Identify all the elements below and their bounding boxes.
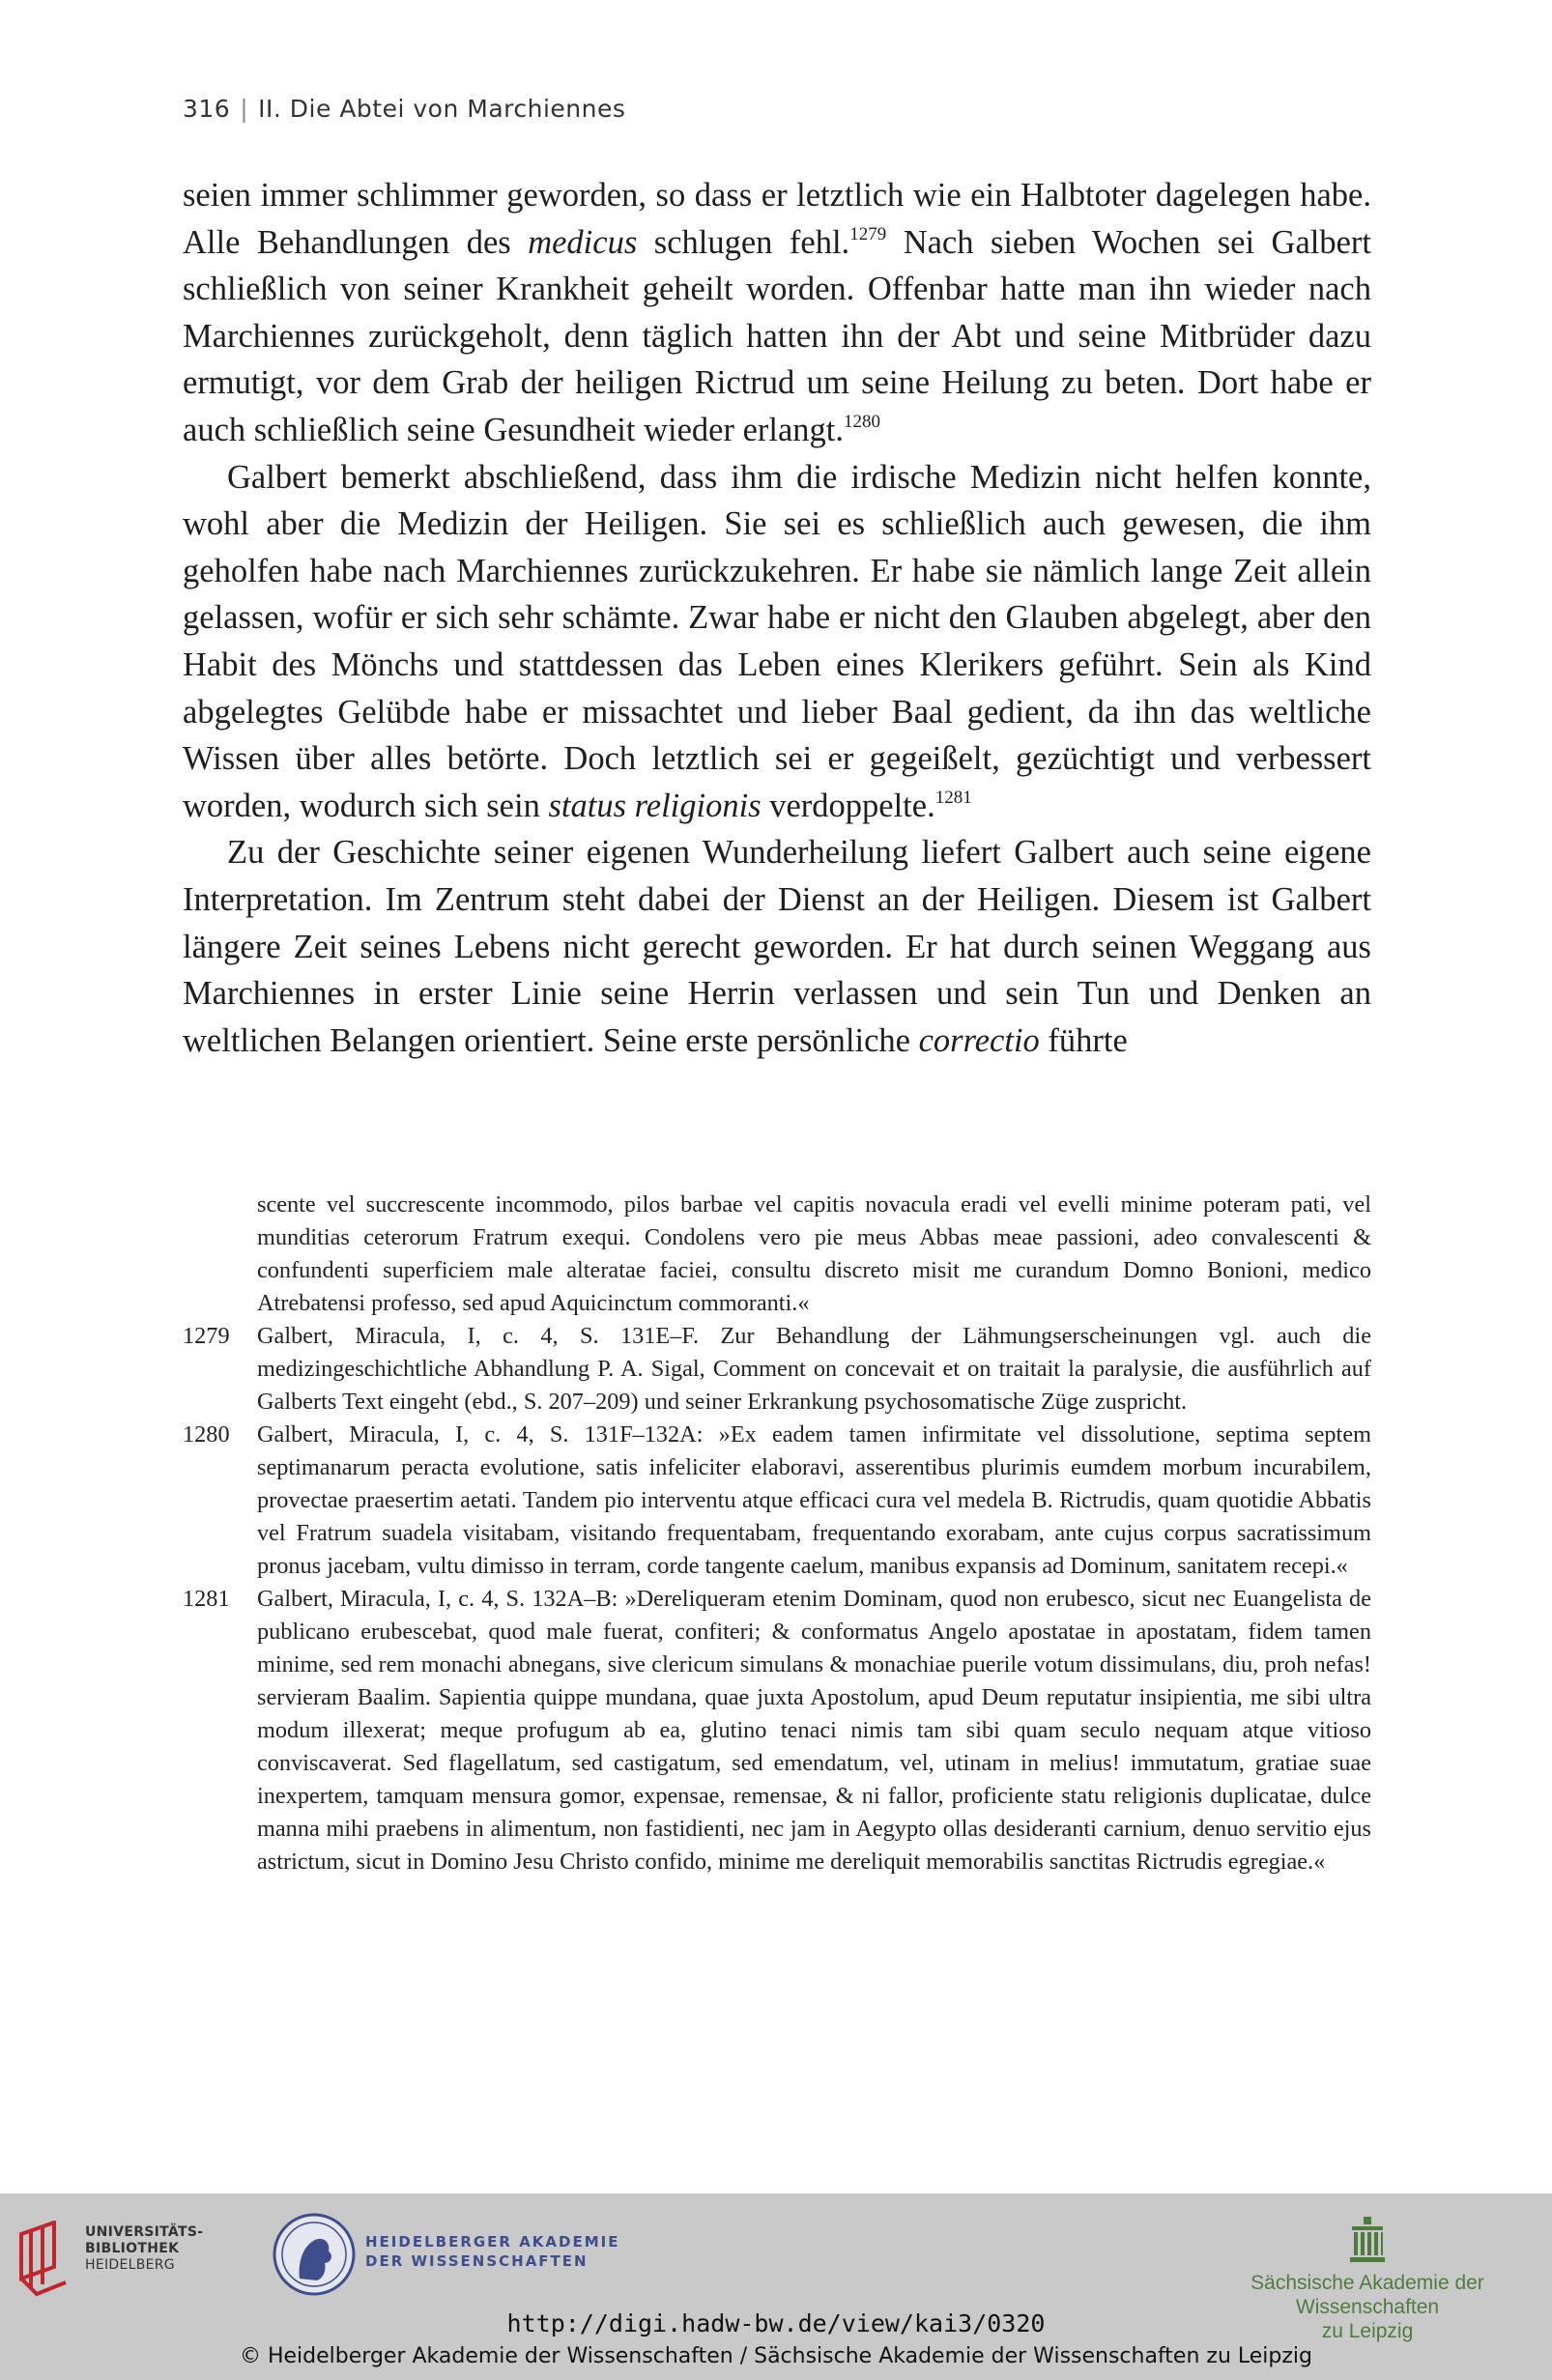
copyright-notice: © Heidelberger Akademie der Wissenschaften / Sächsische Akademie der Wissenschaften zu Leipzig <box>239 2344 1312 2368</box>
paragraph-3: Zu der Geschichte seiner eigenen Wunderheilung liefert Galbert auch seine eigene Interpretation. Im Zentrum steht dabei der Dienst an der Heiligen. Diesem ist Galbert längere Zeit seines Lebens nicht gerecht geworden. Er hat durch seinen Weggang aus Marchiennes in erster Linie seine Herrin verlassen und sein Tun und Denken an weltlichen Belangen orientiert. Seine erste persönliche correctio führte <box>183 834 1371 1059</box>
saxon-academy-name: Sächsische Akademie der Wissenschaften zu Leipzig <box>1250 2272 1484 2342</box>
emphasis-status-religionis: status religionis <box>548 787 762 824</box>
footnote-number: 1280 <box>183 1421 230 1448</box>
footnote-1280 <box>183 1419 1371 1583</box>
university-library-name: UNIVERSITÄTS- BIBLIOTHEK HEIDELBERG <box>85 2224 204 2273</box>
footnotes <box>183 1189 1371 1878</box>
footnote-number: 1279 <box>183 1323 230 1349</box>
footnote-continuation: scente vel succrescente incommodo, pilos barbae vel capitis novacula eradi vel evelli minime poteram pati, vel munditias ceterorum Fratrum exequi. Condolens vero pie meus Abbas meae passioni, adeo convalescenti & confundenti superficiem male alteratae faciei, consultu discreto misit me curandum Domno Bonioni, medico Atrebatensi professo, sed apud Aquicinctum commoranti.« <box>257 1191 1371 1316</box>
emphasis-medicus: medicus <box>528 223 638 261</box>
paragraph-2: Galbert bemerkt abschließend, dass ihm die irdische Medizin nicht helfen konnte, wohl aber die Medizin der Heiligen. Sie sei es schließlich auch gewesen, die ihm geholfen habe nach Marchiennes zurückzukehren. Er habe sie nämlich lange Zeit allein gelassen, wofür er sich sehr schämte. Zwar habe er nicht den Glauben abgelegt, aber den Habit des Mönchs und stattdessen das Leben eines Klerikers geführt. Sein als Kind abgelegtes Gelübde habe er missachtet und lieber Baal gedient, da ihn das weltliche Wissen über alles betörte. Doch letztlich sei er gegeißelt, gezüchtigt und verbessert worden, wodurch sich sein status religionis verdoppelte.$^{1281}$ <box>183 458 1371 824</box>
paragraph-1: seien immer schlimmer geworden, so dass er letztlich wie ein Halbtoter dagelegen habe. Alle Behandlungen des medicus schlugen fehl.$^{1279}$ Nach sieben Wochen sei Galbert schließlich von seiner Krankheit geheilt worden. Offenbar hatte man ihn wieder nach Marchiennes zurückgeholt, denn täglich hatten ihn der Abt und seine Mitbrüder dazu ermutigt, vor dem Grab der heiligen Rictrud um seine Heilung zu beten. Dort habe er auch schließlich seine Gesundheit wieder erlangt.$^{1280}$ <box>183 177 1371 448</box>
footnote-text: Galbert, Miracula, I, c. 4, S. 131E–F. Zur Behandlung der Lähmungserscheinungen vgl. auch die medizingeschichtliche Abhandlung P. A. Sigal, Comment on concevait et on traitait la paralysie, die ausführlich auf Galberts Text eingeht (ebd., S. 207–209) und seiner Erkrankung psychosomatische Züge zuspricht. <box>257 1323 1371 1415</box>
footnote-1281 <box>183 1583 1371 1878</box>
footnote-number: 1281 <box>183 1586 230 1612</box>
footnote-ref-1281[interactable]: 1281 <box>934 787 972 808</box>
saxon-academy-building-icon <box>1348 2217 1387 2265</box>
page-number: 316 <box>183 95 231 123</box>
header-separator: | <box>240 95 249 123</box>
emphasis-correctio: correctio <box>918 1021 1040 1059</box>
footnote-1279 <box>183 1320 1371 1419</box>
running-head <box>183 95 625 123</box>
footnote-ref-1279[interactable]: 1279 <box>849 223 887 244</box>
chapter-title: II. Die Abtei von Marchiennes <box>258 95 626 123</box>
permalink-url[interactable]: http://digi.hadw-bw.de/view/kai3/0320 <box>506 2309 1046 2337</box>
footnote-text: Galbert, Miracula, I, c. 4, S. 132A–B: »Dereliqueram etenim Dominam, quod non erubesco, sicut nec Euangelista de publicano erubescebat, quod male fuerat, confiteri; & conformatus Angelo apostatae in apostatam, fidem tamen minime, sed rem monachi abnegans, sive clericum simulans & monachiae puerile votum dissimulans, diu, proh nefas! servieram Baalim. Sapientia quippe mundana, quae juxta Apostolum, apud Deum reputatur insipientia, me sibi ultra modum illexerat; meque profugum ab ea, glutino tenaci nimis tam sibi quam seculo nequam atque vitioso conviscaverat. Sed flagellatum, sed castigatum, sed emendatum, vel, utinam in melius! immutatum, gratiae suae inexpertem, tamquam mensura gomor, expensae, remensae, & ni fallor, proficiente statu religionis duplicatae, dulce manna mihi praebens in alimentum, non fastidienti, nec jam in Aegypto ollas desideranti carnium, denuo servitio ejus astrictum, sicut in Domino Jesu Christo confido, minime me dereliquit memorabilis sanctitas Rictrudis egregiae.« <box>257 1586 1371 1875</box>
footnote-ref-1280[interactable]: 1280 <box>844 411 881 432</box>
main-text <box>183 172 1371 1064</box>
academy-seal-icon <box>271 2211 358 2298</box>
heidelberg-academy-name: HEIDELBERGER AKADEMIE DER WISSENSCHAFTEN <box>365 2233 620 2270</box>
digitization-footer <box>0 2194 1552 2380</box>
footnote-text: Galbert, Miracula, I, c. 4, S. 131F–132A: »Ex eadem tamen infirmitate vel dissolutione, septima septem septimanarum peracta evolutione, satis infeliciter elaboravi, asserentibus plurimis eumdem morbum incurabilem, provectae praesertim aetati. Tandem pio interventu atque efficaci cura vel medela B. Rictrudis, quam quotidie Abbatis vel Fratrum suadela visitabam, visitando frequentabam, frequentando exorabam, ante cujus corpus sacratissimum pronus jacebam, vultu dimisso in terram, corde tangente caelum, manibus expansis ad Dominum, sanitatem recepi.« <box>257 1421 1371 1579</box>
